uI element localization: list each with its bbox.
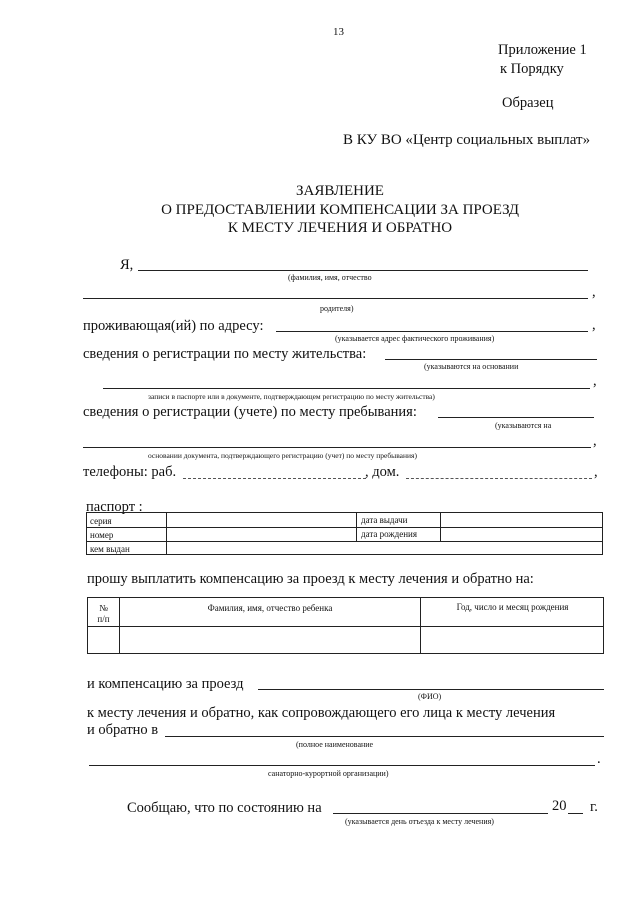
date-line[interactable] — [333, 813, 548, 814]
sample-label: Образец — [502, 95, 554, 111]
page-number: 13 — [333, 26, 344, 38]
stay-label: сведения о регистрации (учете) по месту пребывания: — [83, 404, 417, 420]
address-hint: (указывается адрес фактического проживания) — [335, 334, 495, 343]
passport-birth-date-label: дата рождения — [361, 529, 417, 539]
stay-line-2[interactable] — [83, 447, 591, 448]
passport-label: паспорт : — [86, 499, 143, 515]
stay-hint-b: основании документа, подтверждающего регистрацию (учет) по месту пребывания) — [148, 451, 417, 460]
passport-series-label: серия — [90, 516, 112, 526]
residence-hint-a: (указываются на основании — [424, 362, 519, 371]
residence-line-2[interactable] — [103, 388, 590, 389]
col-birth-date: Год, число и месяц рождения — [456, 602, 569, 612]
org-hint-a: (полное наименование — [296, 740, 374, 749]
i-label: Я, — [120, 257, 134, 273]
comma-2: , — [592, 317, 596, 333]
escort-text: к месту лечения и обратно, как сопровождающего его лица к месту лечения — [87, 705, 556, 721]
appendix-line2: к Порядку — [500, 61, 564, 77]
org-line-2[interactable] — [89, 765, 595, 766]
request-text: прошу выплатить компенсацию за проезд к месту лечения и обратно на: — [87, 571, 534, 587]
passport-table — [86, 512, 603, 555]
comma-5: , — [594, 464, 598, 480]
address-line[interactable] — [276, 331, 588, 332]
work-phone-line[interactable] — [183, 478, 366, 479]
col-no-1: № — [99, 603, 108, 613]
year-label: 20 — [552, 798, 567, 814]
stay-line[interactable] — [438, 417, 594, 418]
and-back-label: и обратно в — [87, 722, 159, 738]
address-label: проживающая(ий) по адресу: — [83, 318, 264, 334]
fio-hint: (фамилия, имя, отчество — [288, 273, 372, 282]
passport-number-label: номер — [90, 530, 114, 540]
comma-4: , — [593, 433, 597, 449]
departure-hint: (указывается день отъезда к месту лечения) — [345, 817, 494, 826]
escort-hint: (ФИО) — [418, 692, 442, 701]
escort-label: и компенсацию за проезд — [87, 676, 244, 692]
residence-hint-b: записи в паспорте или в документе, подтверждающем регистрацию по месту жительства) — [148, 392, 435, 401]
year-suffix: г. — [590, 799, 598, 815]
home-phone-line[interactable] — [406, 478, 592, 479]
appendix-line1: Приложение 1 — [498, 42, 587, 58]
org-line[interactable] — [165, 736, 604, 737]
fio-line[interactable] — [138, 270, 588, 271]
year-line[interactable] — [568, 813, 583, 814]
addressee: В КУ ВО «Центр социальных выплат» — [343, 132, 591, 148]
phones-label: телефоны: раб. — [83, 464, 177, 480]
parent-hint: родителя) — [320, 304, 354, 313]
comma-3: , — [593, 373, 597, 389]
passport-issue-date-label: дата выдачи — [361, 515, 408, 525]
col-no-2: п/п — [97, 614, 110, 624]
stay-hint-a: (указываются на — [495, 421, 552, 430]
org-hint-b: санаторно-курортной организации) — [268, 769, 389, 778]
col-child-name: Фамилия, имя, отчество ребенка — [207, 603, 333, 613]
title-line3: К МЕСТУ ЛЕЧЕНИЯ И ОБРАТНО — [227, 220, 453, 236]
escort-fio-line[interactable] — [258, 689, 604, 690]
title-line2: О ПРЕДОСТАВЛЕНИИ КОМПЕНСАЦИИ ЗА ПРОЕЗД — [161, 202, 519, 218]
period-1: . — [597, 751, 601, 767]
fio-line-2[interactable] — [83, 298, 588, 299]
passport-issued-by-label: кем выдан — [90, 544, 130, 554]
home-label: , дом. — [365, 464, 400, 480]
residence-line[interactable] — [385, 359, 597, 360]
residence-label: сведения о регистрации по месту жительства: — [83, 346, 367, 362]
title-line1: ЗАЯВЛЕНИЕ — [296, 183, 384, 199]
comma-1: , — [592, 284, 596, 300]
inform-label: Сообщаю, что по состоянию на — [127, 800, 322, 816]
